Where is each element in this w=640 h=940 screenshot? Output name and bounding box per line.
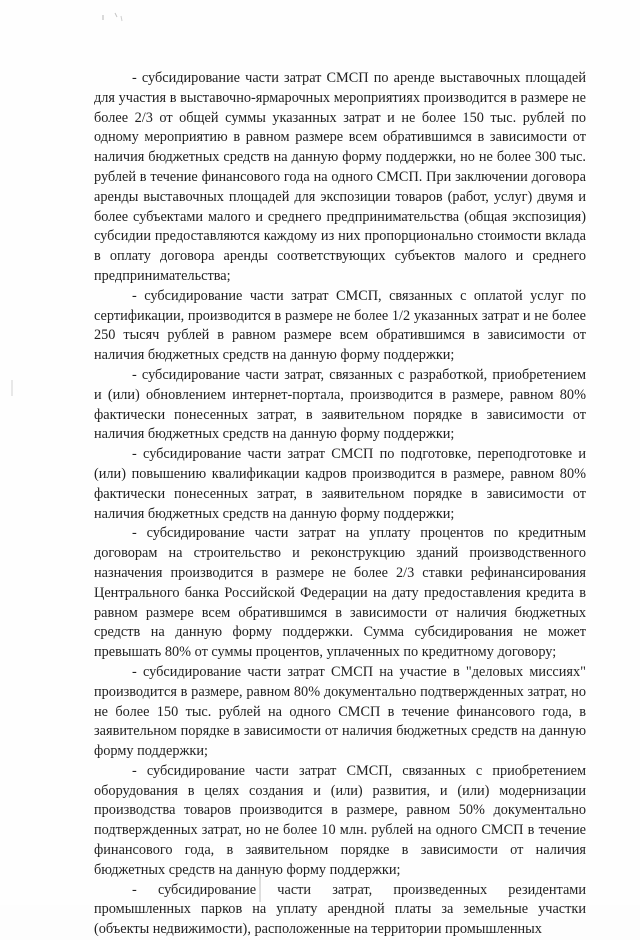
paragraph-certification-subsidy: - субсидирование части затрат СМСП, связанных с оплатой услуг по сертификации, производится в размере не более 1/2 указанных затрат и не более 250 тысяч рублей в равном размере всем обратившимся в зависимости от наличия бюджетных средств на данную форму поддержки; (94, 287, 586, 364)
paragraph-business-missions-subsidy: - субсидирование части затрат СМСП на участие в "деловых миссиях" производится в размере, равном 80% документально подтвержденных затрат, но не более 150 тыс. рублей на одного СМСП в течение финансового года, в заявительном порядке в зависимости от наличия бюджетных средств на данную форму поддержки; (94, 663, 586, 760)
paragraph-internet-portal-subsidy: - субсидирование части затрат, связанных с разработкой, приобретением и (или) обновлением интернет-портала, производится в размере, равном 80% фактически понесенных затрат, в заявительном порядке в зависимости от наличия бюджетных средств на данную форму поддержки; (94, 366, 586, 443)
paragraph-credit-interest-subsidy: - субсидирование части затрат на уплату процентов по кредитным договорам на строительство и реконструкцию зданий производственного назначения производится в размере не более 2/3 ставки рефинансирования Центрального банка Российской Федерации на дату предоставления кредита в равном размере всем обратившимся в зависимости от наличия бюджетных средств на данную форму поддержки. Сумма субсидирования не может превышать 80% от суммы процентов, уплаченных по кредитному договору; (94, 525, 586, 661)
scan-artifact-left (10, 380, 14, 396)
scan-artifact-bottom (258, 868, 262, 902)
paragraph-training-subsidy: - субсидирование части затрат СМСП по подготовке, переподготовке и (или) повышению квалификации кадров производится в размере, равном 80% фактически понесенных затрат, в заявительном порядке в зависимости от наличия бюджетных средств на данную форму поддержки; (94, 446, 586, 522)
paragraph-industrial-park-subsidy: - субсидирование части затрат, произведенных резидентами промышленных парков на уплату арендной платы за земельные участки (объекты недвижимости), расположенные на территории промышленных (94, 881, 586, 938)
paragraph-exhibition-subsidy: - субсидирование части затрат СМСП по аренде выставочных площадей для участия в выставочно-ярмарочных мероприятиях производится в размере не более 2/3 от общей суммы указанных затрат и не более 150 тыс. рублей по одному мероприятию в равном размере всем обратившимся в зависимости от наличия бюджетных средств на данную форму поддержки, но не более 300 тыс. рублей в течение финансового года на одного СМСП. При заключении договора аренды выставочных площадей для экспозиции товаров (работ, услуг) двумя и более субъектами малого и среднего предпринимательства (общая экспозиция) субсидии предоставляются каждому из них пропорционально стоимости вклада в оплату договора аренды соответствующих субъектов малого и среднего предпринимательства; (94, 70, 586, 284)
scan-artifact-top (101, 11, 131, 23)
document-body (94, 69, 586, 940)
paragraph-equipment-subsidy: - субсидирование части затрат СМСП, связанных с приобретением оборудования в целях создания и (или) развития, и (или) модернизации производства товаров производится в размере, равном 50% документально подтвержденных затрат, но не более 10 млн. рублей на одного СМСП в течение финансового года, в заявительном порядке в зависимости от наличия бюджетных средств на данную форму поддержки; (94, 762, 586, 878)
